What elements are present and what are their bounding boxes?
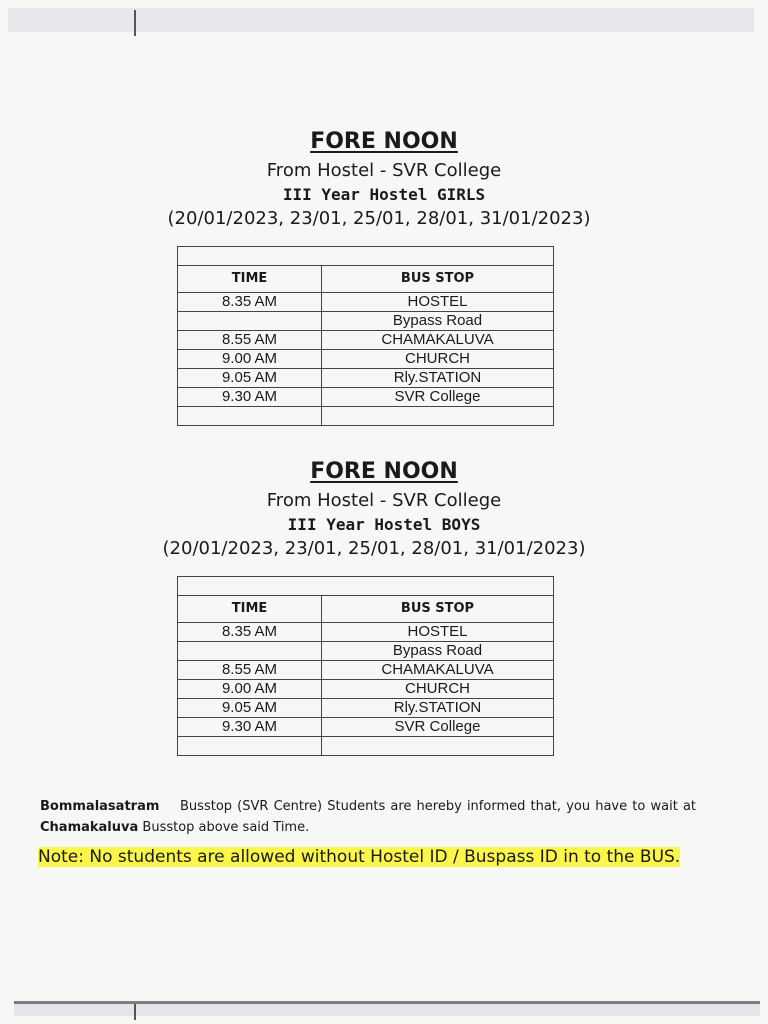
- stop-cell: CHAMAKALUVA: [322, 331, 554, 350]
- scan-edge-top: [8, 8, 754, 32]
- column-header-bus-stop: BUS STOP: [322, 596, 554, 623]
- scan-mark-top: [134, 10, 136, 36]
- stop-cell: SVR College: [322, 388, 554, 407]
- section-heading: FORE NOON: [310, 459, 458, 484]
- stop-cell: Bypass Road: [322, 312, 554, 331]
- date-list: (20/01/2023, 23/01, 25/01, 28/01, 31/01/2023): [162, 538, 586, 559]
- table-row: [178, 369, 554, 388]
- time-cell: 9.05 AM: [178, 369, 322, 388]
- time-cell: 8.55 AM: [178, 331, 322, 350]
- table-row: [178, 312, 554, 331]
- table-row: [178, 293, 554, 312]
- column-header-time: TIME: [178, 266, 322, 293]
- time-cell: 9.05 AM: [178, 699, 322, 718]
- table-row: [178, 680, 554, 699]
- time-cell: 9.00 AM: [178, 680, 322, 699]
- stop-cell: HOSTEL: [322, 293, 554, 312]
- time-cell: 8.55 AM: [178, 661, 322, 680]
- stop-cell: CHAMAKALUVA: [322, 661, 554, 680]
- table-blank-row: [178, 737, 554, 756]
- busstop-notice: [40, 796, 696, 838]
- time-cell: 9.00 AM: [178, 350, 322, 369]
- table-row: [178, 331, 554, 350]
- table-blank-row: [178, 407, 554, 426]
- scan-mark-bottom: [134, 1004, 136, 1020]
- id-requirement-note: [38, 846, 698, 868]
- table-row: [178, 661, 554, 680]
- notice-place: Bommalasatram: [40, 799, 160, 814]
- time-cell: 9.30 AM: [178, 388, 322, 407]
- table-row: [178, 642, 554, 661]
- table-row: [178, 388, 554, 407]
- table-row: [178, 623, 554, 642]
- stop-cell: HOSTEL: [322, 623, 554, 642]
- column-header-bus-stop: BUS STOP: [322, 266, 554, 293]
- schedule-header-girls: [0, 128, 768, 232]
- notice-stop: Chamakaluva: [40, 820, 139, 835]
- table-row: [178, 718, 554, 737]
- schedule-table-boys: [177, 576, 554, 756]
- stop-cell: CHURCH: [322, 680, 554, 699]
- group-title: III Year Hostel BOYS: [287, 515, 481, 534]
- time-cell: 8.35 AM: [178, 293, 322, 312]
- notice-text-b: Busstop above said Time.: [142, 820, 310, 835]
- group-title: III Year Hostel GIRLS: [282, 185, 486, 204]
- stop-cell: Rly.STATION: [322, 699, 554, 718]
- table-top-row: [178, 577, 554, 596]
- route-line: From Hostel - SVR College: [266, 490, 502, 511]
- section-heading: FORE NOON: [310, 129, 458, 154]
- time-cell: 8.35 AM: [178, 623, 322, 642]
- highlighted-note-text: Note: No students are allowed without Hostel ID / Buspass ID in to the BUS.: [38, 847, 681, 867]
- time-cell: [178, 312, 322, 331]
- table-row: [178, 350, 554, 369]
- schedule-header-boys: [0, 458, 768, 562]
- table-row: [178, 699, 554, 718]
- column-header-time: TIME: [178, 596, 322, 623]
- scan-edge-bottom-light: [14, 1004, 760, 1016]
- stop-cell: Bypass Road: [322, 642, 554, 661]
- date-list: (20/01/2023, 23/01, 25/01, 28/01, 31/01/2023): [167, 208, 591, 229]
- time-cell: 9.30 AM: [178, 718, 322, 737]
- table-top-row: [178, 247, 554, 266]
- stop-cell: Rly.STATION: [322, 369, 554, 388]
- stop-cell: SVR College: [322, 718, 554, 737]
- time-cell: [178, 642, 322, 661]
- route-line: From Hostel - SVR College: [266, 160, 502, 181]
- schedule-table-girls: [177, 246, 554, 426]
- notice-text-a: Busstop (SVR Centre) Students are hereby informed that, you have to wait at: [180, 799, 697, 814]
- stop-cell: CHURCH: [322, 350, 554, 369]
